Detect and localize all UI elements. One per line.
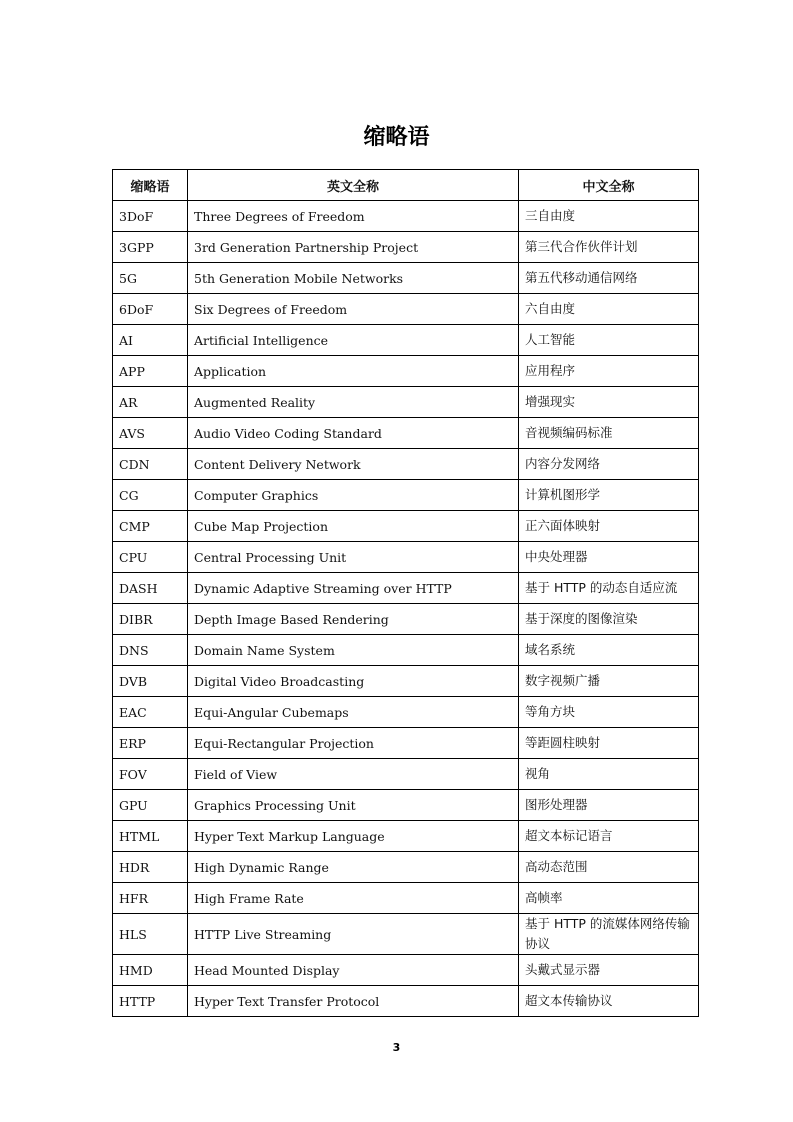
english-name-cell: Central Processing Unit bbox=[188, 542, 519, 573]
table-row bbox=[113, 573, 699, 604]
english-name-cell: Hyper Text Markup Language bbox=[188, 821, 519, 852]
abbreviation-cell: AI bbox=[113, 325, 188, 356]
table-row bbox=[113, 480, 699, 511]
chinese-name-cell: 人工智能 bbox=[519, 325, 699, 356]
abbreviation-cell: 3DoF bbox=[113, 201, 188, 232]
table-header-row bbox=[113, 170, 699, 201]
english-name-cell: Audio Video Coding Standard bbox=[188, 418, 519, 449]
table-row bbox=[113, 821, 699, 852]
english-name-cell: Application bbox=[188, 356, 519, 387]
abbreviations-table bbox=[112, 169, 699, 1017]
abbreviation-cell: 6DoF bbox=[113, 294, 188, 325]
abbreviation-cell: AR bbox=[113, 387, 188, 418]
table-row bbox=[113, 325, 699, 356]
table-row bbox=[113, 356, 699, 387]
english-name-cell: HTTP Live Streaming bbox=[188, 914, 519, 955]
chinese-name-cell: 第三代合作伙伴计划 bbox=[519, 232, 699, 263]
english-name-cell: Artificial Intelligence bbox=[188, 325, 519, 356]
header-english-name: 英文全称 bbox=[188, 170, 519, 201]
english-name-cell: Three Degrees of Freedom bbox=[188, 201, 519, 232]
chinese-name-cell: 头戴式显示器 bbox=[519, 955, 699, 986]
page-title: 缩略语 bbox=[363, 125, 430, 150]
table-row bbox=[113, 666, 699, 697]
abbreviation-cell: HFR bbox=[113, 883, 188, 914]
chinese-name-cell: 视角 bbox=[519, 759, 699, 790]
table-row bbox=[113, 511, 699, 542]
english-name-cell: Dynamic Adaptive Streaming over HTTP bbox=[188, 573, 519, 604]
english-name-cell: Head Mounted Display bbox=[188, 955, 519, 986]
abbreviation-cell: APP bbox=[113, 356, 188, 387]
abbreviation-cell: FOV bbox=[113, 759, 188, 790]
english-name-cell: Depth Image Based Rendering bbox=[188, 604, 519, 635]
chinese-name-cell: 第五代移动通信网络 bbox=[519, 263, 699, 294]
english-name-cell: Hyper Text Transfer Protocol bbox=[188, 986, 519, 1017]
chinese-name-cell: 高动态范围 bbox=[519, 852, 699, 883]
abbreviation-cell: CMP bbox=[113, 511, 188, 542]
english-name-cell: Six Degrees of Freedom bbox=[188, 294, 519, 325]
chinese-name-cell: 计算机图形学 bbox=[519, 480, 699, 511]
english-name-cell: Equi-Rectangular Projection bbox=[188, 728, 519, 759]
abbreviation-cell: DIBR bbox=[113, 604, 188, 635]
chinese-name-cell: 增强现实 bbox=[519, 387, 699, 418]
english-name-cell: 3rd Generation Partnership Project bbox=[188, 232, 519, 263]
english-name-cell: High Frame Rate bbox=[188, 883, 519, 914]
abbreviation-cell: 3GPP bbox=[113, 232, 188, 263]
chinese-name-cell: 基于 HTTP 的动态自适应流 bbox=[519, 573, 699, 604]
english-name-cell: Content Delivery Network bbox=[188, 449, 519, 480]
abbreviation-cell: DVB bbox=[113, 666, 188, 697]
abbreviation-cell: HMD bbox=[113, 955, 188, 986]
abbreviation-cell: 5G bbox=[113, 263, 188, 294]
abbreviation-cell: HDR bbox=[113, 852, 188, 883]
table-row bbox=[113, 418, 699, 449]
table-row bbox=[113, 232, 699, 263]
chinese-name-cell: 六自由度 bbox=[519, 294, 699, 325]
chinese-name-cell: 数字视频广播 bbox=[519, 666, 699, 697]
chinese-name-cell: 基于深度的图像渲染 bbox=[519, 604, 699, 635]
chinese-name-cell: 等角方块 bbox=[519, 697, 699, 728]
english-name-cell: Cube Map Projection bbox=[188, 511, 519, 542]
abbreviation-cell: EAC bbox=[113, 697, 188, 728]
table-row bbox=[113, 852, 699, 883]
abbreviation-cell: HTML bbox=[113, 821, 188, 852]
chinese-name-cell: 超文本传输协议 bbox=[519, 986, 699, 1017]
chinese-name-cell: 超文本标记语言 bbox=[519, 821, 699, 852]
table-row bbox=[113, 387, 699, 418]
abbreviation-cell: CDN bbox=[113, 449, 188, 480]
abbreviation-cell: HTTP bbox=[113, 986, 188, 1017]
abbreviation-cell: DASH bbox=[113, 573, 188, 604]
english-name-cell: Computer Graphics bbox=[188, 480, 519, 511]
table-row bbox=[113, 697, 699, 728]
chinese-name-cell: 中央处理器 bbox=[519, 542, 699, 573]
page-number: 3 bbox=[392, 1041, 401, 1054]
header-chinese-name: 中文全称 bbox=[519, 170, 699, 201]
table-row bbox=[113, 759, 699, 790]
abbreviation-cell: HLS bbox=[113, 914, 188, 955]
abbreviation-cell: DNS bbox=[113, 635, 188, 666]
chinese-name-cell: 三自由度 bbox=[519, 201, 699, 232]
english-name-cell: 5th Generation Mobile Networks bbox=[188, 263, 519, 294]
chinese-name-cell: 正六面体映射 bbox=[519, 511, 699, 542]
chinese-name-cell: 高帧率 bbox=[519, 883, 699, 914]
table-row bbox=[113, 728, 699, 759]
abbreviation-cell: CG bbox=[113, 480, 188, 511]
table-row bbox=[113, 955, 699, 986]
english-name-cell: Digital Video Broadcasting bbox=[188, 666, 519, 697]
table-row bbox=[113, 294, 699, 325]
english-name-cell: Field of View bbox=[188, 759, 519, 790]
english-name-cell: Augmented Reality bbox=[188, 387, 519, 418]
english-name-cell: Domain Name System bbox=[188, 635, 519, 666]
table-row bbox=[113, 883, 699, 914]
abbreviation-cell: ERP bbox=[113, 728, 188, 759]
abbreviation-cell: CPU bbox=[113, 542, 188, 573]
chinese-name-cell: 等距圆柱映射 bbox=[519, 728, 699, 759]
table-row bbox=[113, 914, 699, 955]
table-row bbox=[113, 201, 699, 232]
chinese-name-cell: 图形处理器 bbox=[519, 790, 699, 821]
english-name-cell: High Dynamic Range bbox=[188, 852, 519, 883]
table-row bbox=[113, 635, 699, 666]
english-name-cell: Equi-Angular Cubemaps bbox=[188, 697, 519, 728]
table-row bbox=[113, 790, 699, 821]
table-row bbox=[113, 263, 699, 294]
english-name-cell: Graphics Processing Unit bbox=[188, 790, 519, 821]
chinese-name-cell: 应用程序 bbox=[519, 356, 699, 387]
chinese-name-cell: 内容分发网络 bbox=[519, 449, 699, 480]
chinese-name-cell: 音视频编码标准 bbox=[519, 418, 699, 449]
abbreviation-cell: AVS bbox=[113, 418, 188, 449]
table-row bbox=[113, 542, 699, 573]
table-row bbox=[113, 449, 699, 480]
abbreviation-cell: GPU bbox=[113, 790, 188, 821]
chinese-name-cell: 基于 HTTP 的流媒体网络传输协议 bbox=[519, 914, 699, 955]
chinese-name-cell: 域名系统 bbox=[519, 635, 699, 666]
table-row bbox=[113, 604, 699, 635]
header-abbreviation: 缩略语 bbox=[113, 170, 188, 201]
table-row bbox=[113, 986, 699, 1017]
